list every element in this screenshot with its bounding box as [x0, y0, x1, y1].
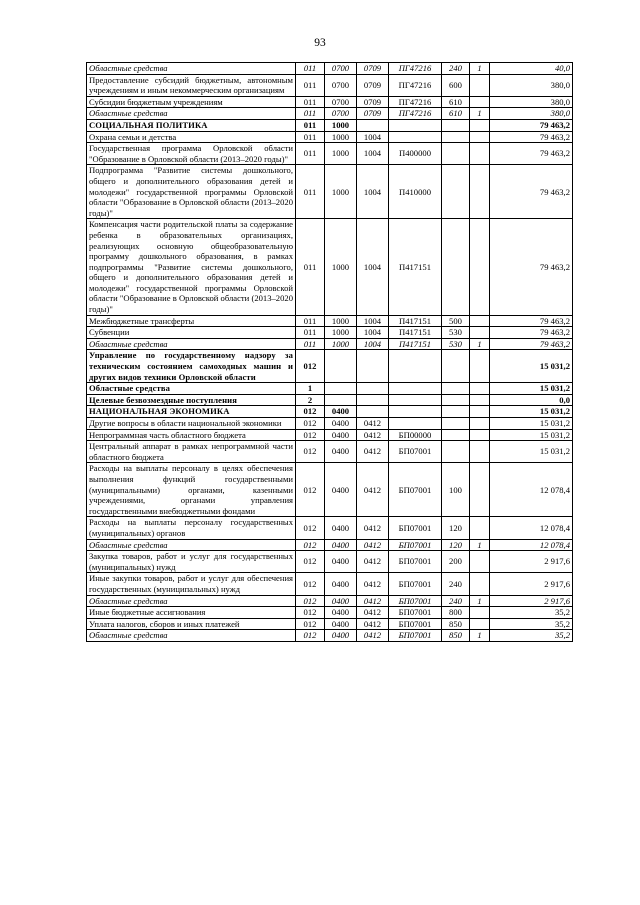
table-row: [87, 595, 573, 607]
cell-section: 1000: [325, 119, 357, 131]
cell-expense-type: 200: [442, 551, 470, 573]
cell-target: П400000: [389, 143, 442, 165]
cell-admin: 011: [296, 63, 325, 75]
cell-section: 1000: [325, 143, 357, 165]
cell-target: [389, 131, 442, 143]
cell-section: [325, 383, 357, 395]
cell-admin: 012: [296, 406, 325, 418]
cell-source: 1: [470, 63, 490, 75]
cell-name: Подпрограмма "Развитие системы дошкольного, общего и дополнительного образования детей и молодежи" государственной программы Орловской области "Образование в Орловской области (2013–2020 годы)": [87, 165, 296, 219]
cell-amount: 79 463,2: [490, 219, 573, 315]
cell-name: Непрограммная часть областного бюджета: [87, 429, 296, 441]
cell-amount: 79 463,2: [490, 131, 573, 143]
cell-subsection: 0412: [357, 539, 389, 551]
cell-source: [470, 74, 490, 96]
cell-target: П417151: [389, 315, 442, 327]
cell-name: Центральный аппарат в рамках непрограммной части областного бюджета: [87, 441, 296, 463]
cell-expense-type: 500: [442, 315, 470, 327]
cell-subsection: 0412: [357, 618, 389, 630]
cell-source: [470, 394, 490, 406]
cell-admin: 012: [296, 618, 325, 630]
cell-expense-type: [442, 165, 470, 219]
cell-amount: 79 463,2: [490, 119, 573, 131]
cell-section: 0400: [325, 429, 357, 441]
cell-source: [470, 618, 490, 630]
cell-target: БП07001: [389, 551, 442, 573]
page-number: 93: [314, 37, 326, 49]
cell-amount: 15 031,2: [490, 406, 573, 418]
cell-subsection: 0412: [357, 517, 389, 539]
cell-amount: 0,0: [490, 394, 573, 406]
cell-target: ПГ47216: [389, 96, 442, 108]
table-row: [87, 338, 573, 350]
cell-admin: 011: [296, 338, 325, 350]
cell-admin: 012: [296, 517, 325, 539]
cell-target: БП07001: [389, 517, 442, 539]
cell-section: 0400: [325, 630, 357, 642]
cell-name: Другие вопросы в области национальной экономики: [87, 418, 296, 430]
table-row: [87, 517, 573, 539]
cell-subsection: 0412: [357, 418, 389, 430]
cell-source: [470, 463, 490, 517]
cell-admin: 011: [296, 315, 325, 327]
cell-target: БП07001: [389, 539, 442, 551]
cell-amount: 35,2: [490, 607, 573, 619]
cell-amount: 40,0: [490, 63, 573, 75]
cell-target: БП00000: [389, 429, 442, 441]
table-row: [87, 539, 573, 551]
cell-amount: 79 463,2: [490, 143, 573, 165]
cell-section: 1000: [325, 165, 357, 219]
table-row: [87, 551, 573, 573]
cell-section: 0400: [325, 517, 357, 539]
cell-subsection: 1004: [357, 338, 389, 350]
cell-target: П417151: [389, 327, 442, 339]
cell-admin: 011: [296, 119, 325, 131]
cell-admin: 012: [296, 441, 325, 463]
cell-subsection: [357, 350, 389, 383]
cell-target: ПГ47216: [389, 63, 442, 75]
cell-source: [470, 607, 490, 619]
cell-source: [470, 517, 490, 539]
cell-source: [470, 350, 490, 383]
cell-target: БП07001: [389, 463, 442, 517]
cell-amount: 35,2: [490, 618, 573, 630]
cell-source: 1: [470, 338, 490, 350]
cell-admin: 011: [296, 108, 325, 120]
cell-expense-type: [442, 219, 470, 315]
cell-name: Государственная программа Орловской области "Образование в Орловской области (2013–2020 годы)": [87, 143, 296, 165]
cell-amount: 12 078,4: [490, 463, 573, 517]
cell-amount: 35,2: [490, 630, 573, 642]
cell-amount: 380,0: [490, 74, 573, 96]
cell-section: 0700: [325, 96, 357, 108]
cell-source: [470, 429, 490, 441]
cell-subsection: 0412: [357, 463, 389, 517]
cell-subsection: 0412: [357, 441, 389, 463]
cell-subsection: 1004: [357, 327, 389, 339]
cell-target: БП07001: [389, 618, 442, 630]
cell-target: БП07001: [389, 595, 442, 607]
cell-section: 1000: [325, 338, 357, 350]
cell-expense-type: [442, 441, 470, 463]
cell-amount: 12 078,4: [490, 539, 573, 551]
table-row: [87, 406, 573, 418]
cell-name: Областные средства: [87, 630, 296, 642]
cell-expense-type: [442, 143, 470, 165]
cell-amount: 15 031,2: [490, 441, 573, 463]
cell-section: 0400: [325, 441, 357, 463]
cell-name: Иные бюджетные ассигнования: [87, 607, 296, 619]
cell-amount: 79 463,2: [490, 315, 573, 327]
cell-amount: 15 031,2: [490, 350, 573, 383]
cell-section: 1000: [325, 131, 357, 143]
cell-expense-type: 800: [442, 607, 470, 619]
cell-source: [470, 131, 490, 143]
cell-target: БП07001: [389, 441, 442, 463]
cell-name: Областные средства: [87, 108, 296, 120]
cell-name: Областные средства: [87, 595, 296, 607]
cell-amount: 15 031,2: [490, 418, 573, 430]
cell-subsection: 1004: [357, 131, 389, 143]
table-row: [87, 143, 573, 165]
cell-subsection: 1004: [357, 315, 389, 327]
cell-name: Предоставление субсидий бюджетным, автономным учреждениям и иным некоммерческим организациям: [87, 74, 296, 96]
cell-subsection: 0412: [357, 429, 389, 441]
cell-section: 0400: [325, 618, 357, 630]
table-row: [87, 119, 573, 131]
cell-section: 0400: [325, 573, 357, 595]
cell-source: [470, 327, 490, 339]
cell-expense-type: 240: [442, 595, 470, 607]
cell-admin: 1: [296, 383, 325, 395]
cell-source: [470, 406, 490, 418]
cell-section: 0400: [325, 607, 357, 619]
cell-amount: 15 031,2: [490, 383, 573, 395]
cell-section: 1000: [325, 315, 357, 327]
cell-name: Охрана семьи и детства: [87, 131, 296, 143]
cell-admin: 012: [296, 595, 325, 607]
cell-amount: 15 031,2: [490, 429, 573, 441]
cell-source: 1: [470, 595, 490, 607]
budget-table: [86, 62, 573, 642]
cell-admin: 012: [296, 463, 325, 517]
table-row: [87, 418, 573, 430]
table-row: [87, 165, 573, 219]
table-row: [87, 463, 573, 517]
table-row: [87, 327, 573, 339]
cell-name: Управление по государственному надзору за техническим состоянием самоходных машин и других видов техники Орловской области: [87, 350, 296, 383]
cell-admin: 011: [296, 143, 325, 165]
cell-expense-type: 120: [442, 517, 470, 539]
cell-section: [325, 350, 357, 383]
cell-name: Закупка товаров, работ и услуг для государственных (муниципальных) нужд: [87, 551, 296, 573]
cell-admin: 012: [296, 350, 325, 383]
cell-source: [470, 573, 490, 595]
cell-admin: 012: [296, 607, 325, 619]
cell-admin: 012: [296, 539, 325, 551]
table-row: [87, 315, 573, 327]
table-row: [87, 63, 573, 75]
table-row: [87, 96, 573, 108]
cell-target: [389, 394, 442, 406]
cell-name: Уплата налогов, сборов и иных платежей: [87, 618, 296, 630]
cell-name: Межбюджетные трансферты: [87, 315, 296, 327]
cell-target: БП07001: [389, 607, 442, 619]
cell-amount: 380,0: [490, 108, 573, 120]
table-row: [87, 74, 573, 96]
cell-section: 0400: [325, 595, 357, 607]
cell-target: П410000: [389, 165, 442, 219]
cell-target: ПГ47216: [389, 108, 442, 120]
cell-admin: 011: [296, 96, 325, 108]
cell-expense-type: 100: [442, 463, 470, 517]
cell-target: П417151: [389, 219, 442, 315]
cell-source: 1: [470, 630, 490, 642]
cell-expense-type: 610: [442, 108, 470, 120]
cell-expense-type: [442, 406, 470, 418]
cell-amount: 2 917,6: [490, 573, 573, 595]
cell-subsection: 1004: [357, 143, 389, 165]
cell-name: НАЦИОНАЛЬНАЯ ЭКОНОМИКА: [87, 406, 296, 418]
cell-section: 0400: [325, 418, 357, 430]
cell-target: [389, 418, 442, 430]
cell-expense-type: [442, 418, 470, 430]
cell-subsection: 0412: [357, 573, 389, 595]
cell-source: [470, 219, 490, 315]
cell-source: [470, 418, 490, 430]
table-row: [87, 131, 573, 143]
table-row: [87, 573, 573, 595]
table-row: [87, 441, 573, 463]
cell-expense-type: [442, 119, 470, 131]
cell-source: [470, 383, 490, 395]
cell-source: 1: [470, 108, 490, 120]
cell-source: [470, 551, 490, 573]
cell-section: 0400: [325, 551, 357, 573]
cell-name: Областные средства: [87, 383, 296, 395]
cell-name: Расходы на выплаты персоналу государственных (муниципальных) органов: [87, 517, 296, 539]
cell-name: Целевые безвозмездные поступления: [87, 394, 296, 406]
cell-admin: 011: [296, 165, 325, 219]
table-row: [87, 429, 573, 441]
cell-name: Иные закупки товаров, работ и услуг для обеспечения государственных (муниципальных) нужд: [87, 573, 296, 595]
cell-subsection: [357, 406, 389, 418]
cell-expense-type: 530: [442, 327, 470, 339]
table-row: [87, 630, 573, 642]
cell-subsection: 0412: [357, 630, 389, 642]
cell-amount: 12 078,4: [490, 517, 573, 539]
cell-name: Областные средства: [87, 539, 296, 551]
table-row: [87, 108, 573, 120]
cell-expense-type: [442, 131, 470, 143]
cell-amount: 79 463,2: [490, 165, 573, 219]
cell-expense-type: 240: [442, 63, 470, 75]
cell-amount: 79 463,2: [490, 338, 573, 350]
cell-subsection: 0709: [357, 74, 389, 96]
cell-expense-type: 610: [442, 96, 470, 108]
cell-admin: 012: [296, 418, 325, 430]
cell-admin: 2: [296, 394, 325, 406]
cell-expense-type: 120: [442, 539, 470, 551]
cell-section: [325, 394, 357, 406]
cell-subsection: 0412: [357, 607, 389, 619]
cell-amount: 380,0: [490, 96, 573, 108]
cell-section: 0700: [325, 74, 357, 96]
cell-expense-type: 240: [442, 573, 470, 595]
cell-admin: 012: [296, 630, 325, 642]
cell-admin: 012: [296, 551, 325, 573]
cell-section: 1000: [325, 219, 357, 315]
cell-name: Областные средства: [87, 338, 296, 350]
cell-admin: 011: [296, 219, 325, 315]
cell-subsection: 0412: [357, 595, 389, 607]
cell-section: 0700: [325, 63, 357, 75]
cell-amount: 79 463,2: [490, 327, 573, 339]
cell-section: 0700: [325, 108, 357, 120]
cell-source: [470, 441, 490, 463]
cell-expense-type: 850: [442, 618, 470, 630]
table-row: [87, 350, 573, 383]
cell-target: [389, 350, 442, 383]
cell-subsection: 1004: [357, 219, 389, 315]
table-row: [87, 607, 573, 619]
cell-target: [389, 383, 442, 395]
cell-subsection: 0709: [357, 63, 389, 75]
cell-source: [470, 143, 490, 165]
cell-expense-type: [442, 350, 470, 383]
cell-amount: 2 917,6: [490, 551, 573, 573]
cell-name: СОЦИАЛЬНАЯ ПОЛИТИКА: [87, 119, 296, 131]
cell-target: БП07001: [389, 573, 442, 595]
cell-subsection: [357, 394, 389, 406]
cell-name: Субсидии бюджетным учреждениям: [87, 96, 296, 108]
cell-section: 0400: [325, 463, 357, 517]
cell-subsection: 0412: [357, 551, 389, 573]
cell-target: БП07001: [389, 630, 442, 642]
cell-admin: 011: [296, 74, 325, 96]
cell-subsection: 0709: [357, 96, 389, 108]
cell-source: [470, 96, 490, 108]
cell-section: 0400: [325, 406, 357, 418]
cell-target: [389, 119, 442, 131]
table-row: [87, 618, 573, 630]
cell-source: [470, 165, 490, 219]
cell-source: 1: [470, 539, 490, 551]
table-row: [87, 383, 573, 395]
cell-admin: 011: [296, 327, 325, 339]
cell-target: П417151: [389, 338, 442, 350]
cell-section: 1000: [325, 327, 357, 339]
cell-target: [389, 406, 442, 418]
cell-name: Областные средства: [87, 63, 296, 75]
cell-admin: 012: [296, 429, 325, 441]
cell-expense-type: [442, 394, 470, 406]
cell-admin: 011: [296, 131, 325, 143]
cell-subsection: [357, 119, 389, 131]
cell-name: Компенсация части родительской платы за содержание ребенка в образовательных организациях, реализующих основную общеобразовательную программу дошкольного образования, в рамках подпрограммы "Развитие системы дошкольного, общего и дополнительного образования детей и молодежи" государственной программы Орловской области "Образование в Орловской области (2013–2020 годы)": [87, 219, 296, 315]
cell-amount: 2 917,6: [490, 595, 573, 607]
cell-expense-type: [442, 383, 470, 395]
cell-target: ПГ47216: [389, 74, 442, 96]
table-row: [87, 394, 573, 406]
cell-section: 0400: [325, 539, 357, 551]
cell-subsection: [357, 383, 389, 395]
cell-source: [470, 315, 490, 327]
cell-subsection: 1004: [357, 165, 389, 219]
cell-source: [470, 119, 490, 131]
cell-name: Субвенции: [87, 327, 296, 339]
table-row: [87, 219, 573, 315]
cell-expense-type: [442, 429, 470, 441]
cell-expense-type: 530: [442, 338, 470, 350]
cell-expense-type: 850: [442, 630, 470, 642]
cell-subsection: 0709: [357, 108, 389, 120]
cell-expense-type: 600: [442, 74, 470, 96]
cell-name: Расходы на выплаты персоналу в целях обеспечения выполнения функций государственными (муниципальными) органами, казенными учреждениями, органами управления государственными внебюджетными фондами: [87, 463, 296, 517]
cell-admin: 012: [296, 573, 325, 595]
